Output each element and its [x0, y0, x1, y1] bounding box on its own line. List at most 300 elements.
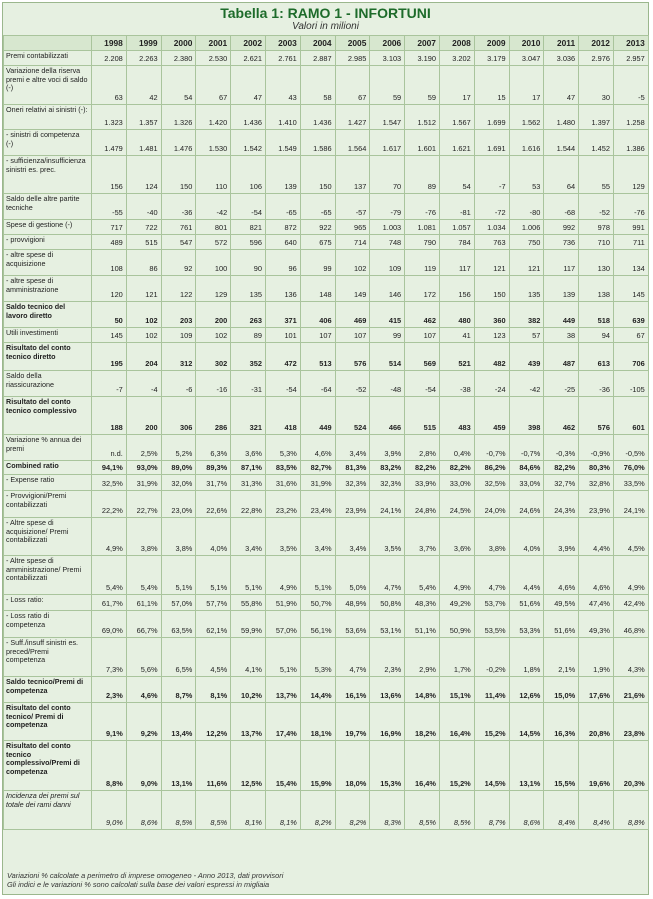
table-cell: 67	[335, 66, 370, 105]
table-cell: 14,5%	[509, 703, 544, 741]
table-cell: 8,5%	[439, 791, 474, 830]
table-cell: 150	[161, 156, 196, 194]
table-cell: -54	[265, 371, 300, 397]
table-cell: 3.047	[509, 51, 544, 66]
table-cell: 748	[370, 235, 405, 250]
table-cell: 5,6%	[126, 638, 161, 677]
table-cell: 3,7%	[405, 518, 440, 556]
table-cell: 1.479	[92, 130, 127, 156]
table-cell: 8,6%	[509, 791, 544, 830]
table-cell: 1.436	[300, 105, 335, 130]
table-cell: 117	[439, 250, 474, 276]
table-row	[4, 51, 649, 66]
table-cell: 22,6%	[196, 491, 231, 518]
table-row	[4, 638, 649, 677]
table-cell: 415	[370, 302, 405, 328]
table-cell: 89	[231, 328, 266, 343]
table-cell: 1.397	[579, 105, 614, 130]
table-cell: 1.699	[474, 105, 509, 130]
table-cell: 119	[405, 250, 440, 276]
table-cell: 1.480	[544, 105, 579, 130]
table-cell: 67	[196, 66, 231, 105]
table-cell: 9,0%	[126, 741, 161, 791]
table-cell: 821	[231, 220, 266, 235]
table-cell: 89	[405, 156, 440, 194]
table-cell: 56,1%	[300, 611, 335, 638]
table-cell: 3.202	[439, 51, 474, 66]
year-header: 2012	[579, 36, 614, 51]
table-cell: 1.544	[544, 130, 579, 156]
table-cell: 13,4%	[161, 703, 196, 741]
table-cell: 51,6%	[544, 611, 579, 638]
row-label: Risultato del conto tecnico complessivo	[4, 397, 92, 435]
table-cell: 482	[474, 343, 509, 371]
table-cell: 1.567	[439, 105, 474, 130]
table-cell: 24,1%	[370, 491, 405, 518]
table-cell: 49,3%	[579, 611, 614, 638]
table-cell: 382	[509, 302, 544, 328]
table-cell: 2,9%	[405, 638, 440, 677]
table-cell: 1.057	[439, 220, 474, 235]
table-cell: 22,2%	[92, 491, 127, 518]
table-cell: 41	[439, 328, 474, 343]
table-cell: 149	[335, 276, 370, 302]
row-label: - Loss ratio di competenza	[4, 611, 92, 638]
table-cell: 4,9%	[265, 556, 300, 595]
table-cell: 4,9%	[613, 556, 648, 595]
table-cell: 138	[579, 276, 614, 302]
table-cell: 13,6%	[370, 677, 405, 703]
table-cell: -65	[265, 194, 300, 220]
table-cell: 145	[92, 328, 127, 343]
table-cell: 82,7%	[300, 461, 335, 475]
row-label: Variazione della riserva premi e altre voci di saldo (-)	[4, 66, 92, 105]
table-cell: 978	[579, 220, 614, 235]
table-cell: 188	[92, 397, 127, 435]
table-cell: 462	[405, 302, 440, 328]
row-label: - sufficienza/insufficienza sinistri es. prec.	[4, 156, 92, 194]
data-table	[3, 35, 649, 830]
table-cell: 4,7%	[370, 556, 405, 595]
table-cell: 32,3%	[370, 475, 405, 491]
table-cell: -65	[300, 194, 335, 220]
table-cell: 93,0%	[126, 461, 161, 475]
footnote-2: Gli indici e le variazioni % sono calcolati sulla base dei valori espressi in migliaia	[7, 880, 270, 889]
table-cell: 5,1%	[265, 638, 300, 677]
table-cell: 156	[92, 156, 127, 194]
table-cell: 86	[126, 250, 161, 276]
table-cell: 23,4%	[300, 491, 335, 518]
table-cell: 4,6%	[300, 435, 335, 461]
table-cell: 5,4%	[92, 556, 127, 595]
table-cell: 576	[335, 343, 370, 371]
row-label: Oneri relativi ai sinistri (-):	[4, 105, 92, 130]
table-cell: 3,5%	[370, 518, 405, 556]
table-cell: 722	[126, 220, 161, 235]
table-cell: 710	[579, 235, 614, 250]
table-cell: 5,1%	[161, 556, 196, 595]
table-cell: 1.547	[370, 105, 405, 130]
year-header: 2010	[509, 36, 544, 51]
table-cell: 3,6%	[439, 518, 474, 556]
table-cell: 54	[161, 66, 196, 105]
table-cell: 5,3%	[300, 638, 335, 677]
table-row	[4, 276, 649, 302]
table-cell: 784	[439, 235, 474, 250]
row-label: Saldo tecnico del lavoro diretto	[4, 302, 92, 328]
table-cell: 33,0%	[439, 475, 474, 491]
year-header: 2008	[439, 36, 474, 51]
year-header: 1999	[126, 36, 161, 51]
table-cell: 6,3%	[196, 435, 231, 461]
table-cell: 5,4%	[405, 556, 440, 595]
table-cell: 14,4%	[300, 677, 335, 703]
table-cell: 3.179	[474, 51, 509, 66]
table-cell: 613	[579, 343, 614, 371]
table-cell: 418	[265, 397, 300, 435]
table-cell: 15,0%	[544, 677, 579, 703]
table-cell: 2,1%	[544, 638, 579, 677]
table-cell: 50,7%	[300, 595, 335, 611]
table-cell: 750	[509, 235, 544, 250]
table-cell: 8,2%	[335, 791, 370, 830]
table-cell: 12,5%	[231, 741, 266, 791]
table-cell: 4,4%	[509, 556, 544, 595]
table-cell: 14,5%	[474, 741, 509, 791]
year-header: 2000	[161, 36, 196, 51]
table-cell: -54	[405, 371, 440, 397]
table-cell: 17	[439, 66, 474, 105]
table-cell: 46,8%	[613, 611, 648, 638]
table-row	[4, 475, 649, 491]
table-cell: 23,0%	[161, 491, 196, 518]
table-cell: 32,7%	[544, 475, 579, 491]
table-cell: 352	[231, 343, 266, 371]
table-cell: 1.427	[335, 105, 370, 130]
table-cell: 89,0%	[161, 461, 196, 475]
table-cell: 1.512	[405, 105, 440, 130]
table-cell: 2,3%	[370, 638, 405, 677]
table-cell: 204	[126, 343, 161, 371]
table-cell: 3,4%	[335, 435, 370, 461]
table-cell: 8,6%	[126, 791, 161, 830]
table-cell: -0,2%	[474, 638, 509, 677]
table-cell: 639	[613, 302, 648, 328]
table-row	[4, 328, 649, 343]
table-subtitle: Valori in milioni	[292, 21, 359, 32]
table-cell: 1.481	[126, 130, 161, 156]
table-cell: 48,3%	[405, 595, 440, 611]
table-row	[4, 556, 649, 595]
table-cell: 17,6%	[579, 677, 614, 703]
table-cell: 2,8%	[405, 435, 440, 461]
table-cell: 82,2%	[544, 461, 579, 475]
table-cell: 3,8%	[126, 518, 161, 556]
row-label: - altre spese di acquisizione	[4, 250, 92, 276]
table-cell: -81	[439, 194, 474, 220]
table-cell: 33,9%	[405, 475, 440, 491]
table-cell: 1.562	[509, 105, 544, 130]
table-cell: 134	[613, 250, 648, 276]
table-cell: 8,1%	[196, 677, 231, 703]
table-cell: 94,1%	[92, 461, 127, 475]
table-cell: -0,9%	[579, 435, 614, 461]
table-cell: 117	[544, 250, 579, 276]
table-cell: 4,6%	[579, 556, 614, 595]
table-cell: -72	[474, 194, 509, 220]
table-row	[4, 397, 649, 435]
table-cell: -80	[509, 194, 544, 220]
table-cell: 59	[370, 66, 405, 105]
table-cell: 43	[265, 66, 300, 105]
table-cell: 2,5%	[126, 435, 161, 461]
table-row	[4, 220, 649, 235]
table-cell: -36	[579, 371, 614, 397]
table-cell: 24,0%	[474, 491, 509, 518]
table-cell: 51,9%	[265, 595, 300, 611]
table-cell: 991	[613, 220, 648, 235]
table-cell: 1.564	[335, 130, 370, 156]
table-cell: -31	[231, 371, 266, 397]
table-cell: 102	[196, 328, 231, 343]
table-cell: 129	[613, 156, 648, 194]
table-cell: 286	[196, 397, 231, 435]
table-cell: 487	[544, 343, 579, 371]
year-header: 2001	[196, 36, 231, 51]
table-cell: 54	[439, 156, 474, 194]
table-cell: 8,5%	[405, 791, 440, 830]
table-cell: 107	[335, 328, 370, 343]
table-cell: 1.476	[161, 130, 196, 156]
table-cell: 7,3%	[92, 638, 127, 677]
table-cell: 4,5%	[613, 518, 648, 556]
table-cell: 55,8%	[231, 595, 266, 611]
table-cell: 51,6%	[509, 595, 544, 611]
table-cell: 8,5%	[196, 791, 231, 830]
table-cell: -38	[439, 371, 474, 397]
table-cell: 57,0%	[265, 611, 300, 638]
table-cell: 1.357	[126, 105, 161, 130]
table-cell: 120	[92, 276, 127, 302]
table-cell: 24,6%	[509, 491, 544, 518]
table-cell: 19,6%	[579, 741, 614, 791]
table-row	[4, 235, 649, 250]
table-cell: 4,7%	[335, 638, 370, 677]
table-cell: 102	[126, 302, 161, 328]
table-cell: 47	[544, 66, 579, 105]
row-label: Variazione % annua dei premi	[4, 435, 92, 461]
table-cell: 462	[544, 397, 579, 435]
table-cell: 82,2%	[405, 461, 440, 475]
table-cell: 576	[579, 397, 614, 435]
table-cell: 1.006	[509, 220, 544, 235]
table-cell: 4,1%	[231, 638, 266, 677]
table-cell: 15,2%	[439, 741, 474, 791]
table-cell: 200	[196, 302, 231, 328]
table-cell: 514	[370, 343, 405, 371]
table-cell: 2.976	[579, 51, 614, 66]
table-cell: 32,5%	[474, 475, 509, 491]
table-cell: 50,8%	[370, 595, 405, 611]
table-cell: 360	[474, 302, 509, 328]
table-cell: 47,4%	[579, 595, 614, 611]
table-cell: 1.326	[161, 105, 196, 130]
table-cell: 3.103	[370, 51, 405, 66]
table-cell: 58	[300, 66, 335, 105]
year-header: 2007	[405, 36, 440, 51]
table-cell: 33,5%	[613, 475, 648, 491]
table-cell: -57	[335, 194, 370, 220]
table-cell: 714	[335, 235, 370, 250]
table-cell: 521	[439, 343, 474, 371]
table-cell: 489	[92, 235, 127, 250]
table-cell: 83,5%	[265, 461, 300, 475]
table-cell: 9,2%	[126, 703, 161, 741]
table-cell: 449	[300, 397, 335, 435]
table-row	[4, 194, 649, 220]
year-header: 2011	[544, 36, 579, 51]
table-cell: 736	[544, 235, 579, 250]
table-cell: 51,1%	[405, 611, 440, 638]
table-cell: 66,7%	[126, 611, 161, 638]
table-cell: 48,9%	[335, 595, 370, 611]
row-label: - Altre spese di amministrazione/ Premi contabilizzati	[4, 556, 92, 595]
table-cell: 23,2%	[265, 491, 300, 518]
table-cell: 2,3%	[92, 677, 127, 703]
table-cell: 13,7%	[265, 677, 300, 703]
table-cell: 32,0%	[161, 475, 196, 491]
table-cell: 922	[300, 220, 335, 235]
table-cell: 31,9%	[126, 475, 161, 491]
table-row	[4, 250, 649, 276]
table-cell: -16	[196, 371, 231, 397]
table-cell: 13,1%	[161, 741, 196, 791]
table-cell: 8,3%	[370, 791, 405, 830]
row-label: Saldo tecnico/Premi di competenza	[4, 677, 92, 703]
table-cell: 1.452	[579, 130, 614, 156]
table-cell: 4,3%	[613, 638, 648, 677]
table-cell: 22,7%	[126, 491, 161, 518]
table-cell: 50,9%	[439, 611, 474, 638]
table-cell: 16,4%	[405, 741, 440, 791]
table-cell: 107	[405, 328, 440, 343]
table-cell: 439	[509, 343, 544, 371]
table-cell: 8,8%	[613, 791, 648, 830]
table-cell: 195	[92, 343, 127, 371]
table-cell: 0,4%	[439, 435, 474, 461]
table-cell: 42,4%	[613, 595, 648, 611]
table-cell: -24	[474, 371, 509, 397]
table-cell: 5,1%	[196, 556, 231, 595]
row-label: - Expense ratio	[4, 475, 92, 491]
table-cell: 107	[300, 328, 335, 343]
table-cell: -36	[161, 194, 196, 220]
table-cell: 99	[300, 250, 335, 276]
table-cell: 569	[405, 343, 440, 371]
table-cell: 130	[579, 250, 614, 276]
table-cell: 5,1%	[231, 556, 266, 595]
table-row	[4, 130, 649, 156]
table-cell: 121	[126, 276, 161, 302]
table-cell: 24,8%	[405, 491, 440, 518]
table-cell: -7	[474, 156, 509, 194]
table-cell: 10,2%	[231, 677, 266, 703]
table-cell: 23,8%	[613, 703, 648, 741]
table-cell: 11,6%	[196, 741, 231, 791]
table-cell: 1.601	[405, 130, 440, 156]
table-cell: 80,3%	[579, 461, 614, 475]
table-cell: 572	[196, 235, 231, 250]
table-cell: 57,0%	[161, 595, 196, 611]
table-cell: 601	[613, 397, 648, 435]
row-label: Utili investimenti	[4, 328, 92, 343]
table-cell: -0,3%	[544, 435, 579, 461]
table-cell: 640	[265, 235, 300, 250]
table-cell: 12,6%	[509, 677, 544, 703]
table-cell: 3,8%	[474, 518, 509, 556]
table-cell: 8,7%	[161, 677, 196, 703]
table-cell: -52	[579, 194, 614, 220]
table-cell: 62,1%	[196, 611, 231, 638]
table-cell: 24,1%	[613, 491, 648, 518]
table-cell: 5,4%	[126, 556, 161, 595]
table-cell: 15,2%	[474, 703, 509, 741]
table-cell: 156	[439, 276, 474, 302]
table-cell: 64	[544, 156, 579, 194]
table-cell: 129	[196, 276, 231, 302]
table-cell: 110	[196, 156, 231, 194]
table-cell: 1.258	[613, 105, 648, 130]
table-cell: -6	[161, 371, 196, 397]
table-cell: 84,6%	[509, 461, 544, 475]
table-cell: 57,7%	[196, 595, 231, 611]
table-cell: 15,9%	[300, 741, 335, 791]
table-cell: 16,1%	[335, 677, 370, 703]
table-row	[4, 156, 649, 194]
table-cell: 124	[126, 156, 161, 194]
row-label: Combined ratio	[4, 461, 92, 475]
table-cell: 18,2%	[405, 703, 440, 741]
table-cell: 61,7%	[92, 595, 127, 611]
table-cell: 63	[92, 66, 127, 105]
table-cell: 122	[161, 276, 196, 302]
table-cell: 1.549	[265, 130, 300, 156]
year-header: 2013	[613, 36, 648, 51]
table-cell: 2.761	[265, 51, 300, 66]
table-cell: 11,4%	[474, 677, 509, 703]
table-cell: 53,1%	[370, 611, 405, 638]
table-cell: 4,9%	[439, 556, 474, 595]
table-cell: 94	[579, 328, 614, 343]
table-cell: 1.436	[231, 105, 266, 130]
table-cell: 371	[265, 302, 300, 328]
table-cell: 1.003	[370, 220, 405, 235]
table-cell: 1.410	[265, 105, 300, 130]
table-cell: 1,7%	[439, 638, 474, 677]
table-cell: -48	[370, 371, 405, 397]
table-cell: 67	[613, 328, 648, 343]
table-cell: 4,0%	[196, 518, 231, 556]
table-cell: 109	[370, 250, 405, 276]
row-label: - Loss ratio:	[4, 595, 92, 611]
table-cell: 801	[196, 220, 231, 235]
table-cell: 31,9%	[300, 475, 335, 491]
table-row	[4, 461, 649, 475]
table-cell: 3,4%	[300, 518, 335, 556]
table-cell: 2.621	[231, 51, 266, 66]
table-cell: 53,6%	[335, 611, 370, 638]
year-header: 2006	[370, 36, 405, 51]
